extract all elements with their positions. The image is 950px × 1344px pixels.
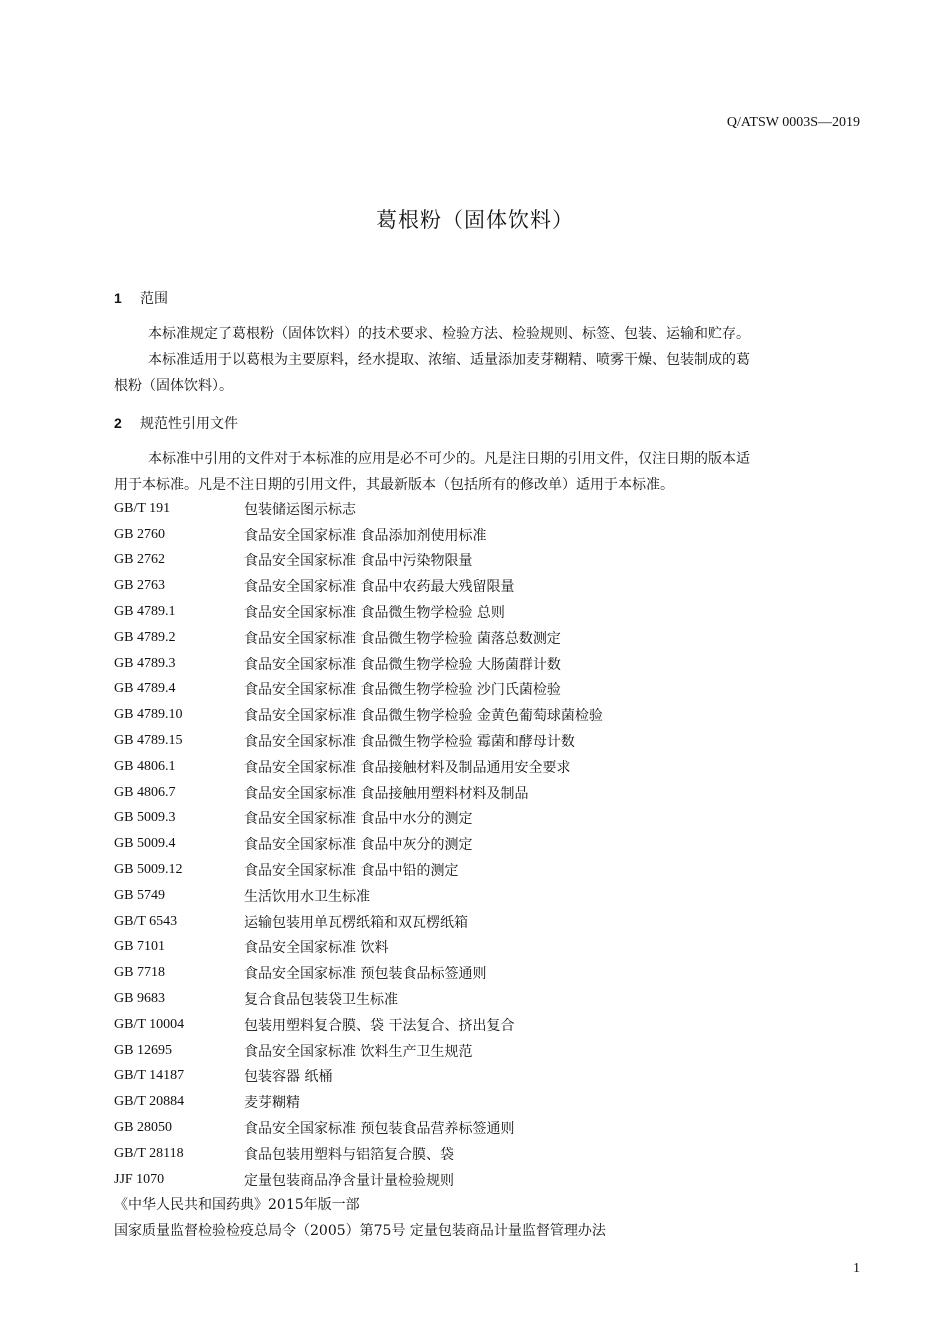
reference-title: 食品安全国家标准 食品中农药最大残留限量 <box>244 579 515 596</box>
reference-title: 食品安全国家标准 食品微生物学检验 大肠菌群计数 <box>244 656 561 673</box>
reference-code: GB 4789.3 <box>114 655 176 671</box>
reference-row <box>114 651 874 677</box>
reference-title: 食品安全国家标准 食品添加剂使用标准 <box>244 527 487 544</box>
section-number: 1 <box>114 290 122 306</box>
reference-code: GB 28050 <box>114 1120 172 1136</box>
reference-code: GB 4806.1 <box>114 758 176 774</box>
page-number: 1 <box>853 1261 860 1276</box>
section-1-body <box>114 321 862 399</box>
reference-code: GB 2760 <box>114 526 165 542</box>
reference-code: GB 4806.7 <box>114 784 176 800</box>
regulation-reference: 国家质量监督检验检疫总局令（2005）第75号 定量包装商品计量监督管理办法 <box>114 1223 606 1239</box>
reference-code: GB/T 10004 <box>114 1016 185 1032</box>
reference-row <box>114 573 874 599</box>
reference-row <box>114 1115 874 1141</box>
section-number: 2 <box>114 415 122 431</box>
intro-line-1: 本标准中引用的文件对于本标准的应用是必不可少的。凡是注日期的引用文件，仅注日期的版本适 <box>148 451 750 467</box>
reference-code: GB/T 14187 <box>114 1068 185 1084</box>
reference-code: GB 4789.10 <box>114 707 183 723</box>
reference-code: GB 2762 <box>114 552 165 568</box>
reference-title: 食品安全国家标准 食品微生物学检验 金黄色葡萄球菌检验 <box>244 708 603 725</box>
reference-code: GB 7718 <box>114 965 165 981</box>
section-2-heading <box>114 413 238 433</box>
reference-code: JJF 1070 <box>114 1171 165 1187</box>
reference-code: GB 4789.15 <box>114 733 183 749</box>
reference-code: GB 5009.12 <box>114 862 183 878</box>
reference-row <box>114 806 874 832</box>
reference-title: 食品安全国家标准 食品微生物学检验 沙门氏菌检验 <box>244 682 561 699</box>
reference-row <box>114 677 874 703</box>
reference-title: 食品安全国家标准 食品微生物学检验 霉菌和酵母计数 <box>244 734 575 751</box>
reference-title: 食品包装用塑料与铝箔复合膜、袋 <box>244 1146 454 1163</box>
reference-title: 包装容器 纸桶 <box>244 1069 333 1086</box>
reference-title: 食品安全国家标准 食品接触用塑料材料及制品 <box>244 785 529 802</box>
reference-title: 包装用塑料复合膜、袋 干法复合、挤出复合 <box>244 1017 515 1034</box>
reference-title: 生活饮用水卫生标准 <box>244 888 370 905</box>
document-code: Q/ATSW 0003S—2019 <box>726 115 860 130</box>
reference-code: GB 2763 <box>114 578 165 594</box>
reference-title: 食品安全国家标准 预包装食品营养标签通则 <box>244 1121 515 1138</box>
reference-row <box>114 1141 874 1167</box>
reference-row <box>114 857 874 883</box>
reference-title: 食品安全国家标准 食品中污染物限量 <box>244 553 473 570</box>
pharmacopoeia-reference: 《中华人民共和国药典》2015年版一部 <box>114 1197 360 1213</box>
reference-title: 运输包装用单瓦楞纸箱和双瓦楞纸箱 <box>244 914 468 931</box>
section-title: 规范性引用文件 <box>140 416 238 432</box>
reference-code: GB 4789.2 <box>114 629 176 645</box>
reference-code: GB 12695 <box>114 1042 172 1058</box>
section-1-heading <box>114 288 168 308</box>
intro-line-2: 用于本标准。凡是不注日期的引用文件，其最新版本（包括所有的修改单）适用于本标准。 <box>114 477 674 493</box>
reference-title: 包装储运图示标志 <box>244 501 356 518</box>
reference-row <box>114 728 874 754</box>
reference-row <box>114 1064 874 1090</box>
section-2-intro <box>114 446 862 498</box>
reference-row <box>114 1167 874 1193</box>
reference-row <box>114 496 874 522</box>
page-title: 葛根粉（固体饮料） <box>376 208 574 232</box>
reference-title: 定量包装商品净含量计量检验规则 <box>244 1172 454 1189</box>
reference-row <box>114 935 874 961</box>
reference-title: 食品安全国家标准 食品中灰分的测定 <box>244 837 473 854</box>
reference-row <box>114 960 874 986</box>
reference-row <box>114 1089 874 1115</box>
reference-code: GB/T 191 <box>114 500 171 516</box>
reference-row <box>114 1038 874 1064</box>
reference-title: 食品安全国家标准 预包装食品标签通则 <box>244 966 487 983</box>
reference-row <box>114 831 874 857</box>
scope-paragraph-2-line-1: 本标准适用于以葛根为主要原料，经水提取、浓缩、适量添加麦芽糊精、喷雾干燥、包装制成的葛 <box>148 352 750 368</box>
reference-row <box>114 986 874 1012</box>
reference-row <box>114 625 874 651</box>
reference-code: GB 5749 <box>114 887 165 903</box>
reference-row <box>114 754 874 780</box>
reference-title: 食品安全国家标准 饮料 <box>244 940 389 957</box>
reference-code: GB 5009.3 <box>114 810 176 826</box>
reference-code: GB 7101 <box>114 939 165 955</box>
reference-title: 食品安全国家标准 食品中水分的测定 <box>244 811 473 828</box>
reference-code: GB/T 20884 <box>114 1094 185 1110</box>
reference-row <box>114 599 874 625</box>
reference-title: 食品安全国家标准 食品接触材料及制品通用安全要求 <box>244 759 571 776</box>
reference-code: GB 5009.4 <box>114 836 176 852</box>
reference-row <box>114 522 874 548</box>
reference-title: 食品安全国家标准 食品微生物学检验 菌落总数测定 <box>244 630 561 647</box>
reference-row <box>114 883 874 909</box>
reference-title: 复合食品包装袋卫生标准 <box>244 992 398 1009</box>
reference-title: 食品安全国家标准 食品中铅的测定 <box>244 863 459 880</box>
reference-row <box>114 702 874 728</box>
reference-code: GB/T 28118 <box>114 1145 184 1161</box>
reference-title: 食品安全国家标准 食品微生物学检验 总则 <box>244 605 505 622</box>
scope-paragraph-2-line-2: 根粉（固体饮料）。 <box>114 378 233 394</box>
reference-row <box>114 780 874 806</box>
reference-code: GB/T 6543 <box>114 913 178 929</box>
reference-code: GB 4789.1 <box>114 604 176 620</box>
section-title: 范围 <box>140 291 168 307</box>
scope-paragraph-1: 本标准规定了葛根粉（固体饮料）的技术要求、检验方法、检验规则、标签、包装、运输和贮存。 <box>148 326 750 342</box>
reference-row <box>114 909 874 935</box>
reference-title: 食品安全国家标准 饮料生产卫生规范 <box>244 1043 473 1060</box>
reference-list <box>114 496 874 1193</box>
reference-code: GB 9683 <box>114 991 165 1007</box>
reference-row <box>114 1012 874 1038</box>
reference-title: 麦芽糊精 <box>244 1095 300 1112</box>
reference-row <box>114 548 874 574</box>
reference-code: GB 4789.4 <box>114 681 176 697</box>
